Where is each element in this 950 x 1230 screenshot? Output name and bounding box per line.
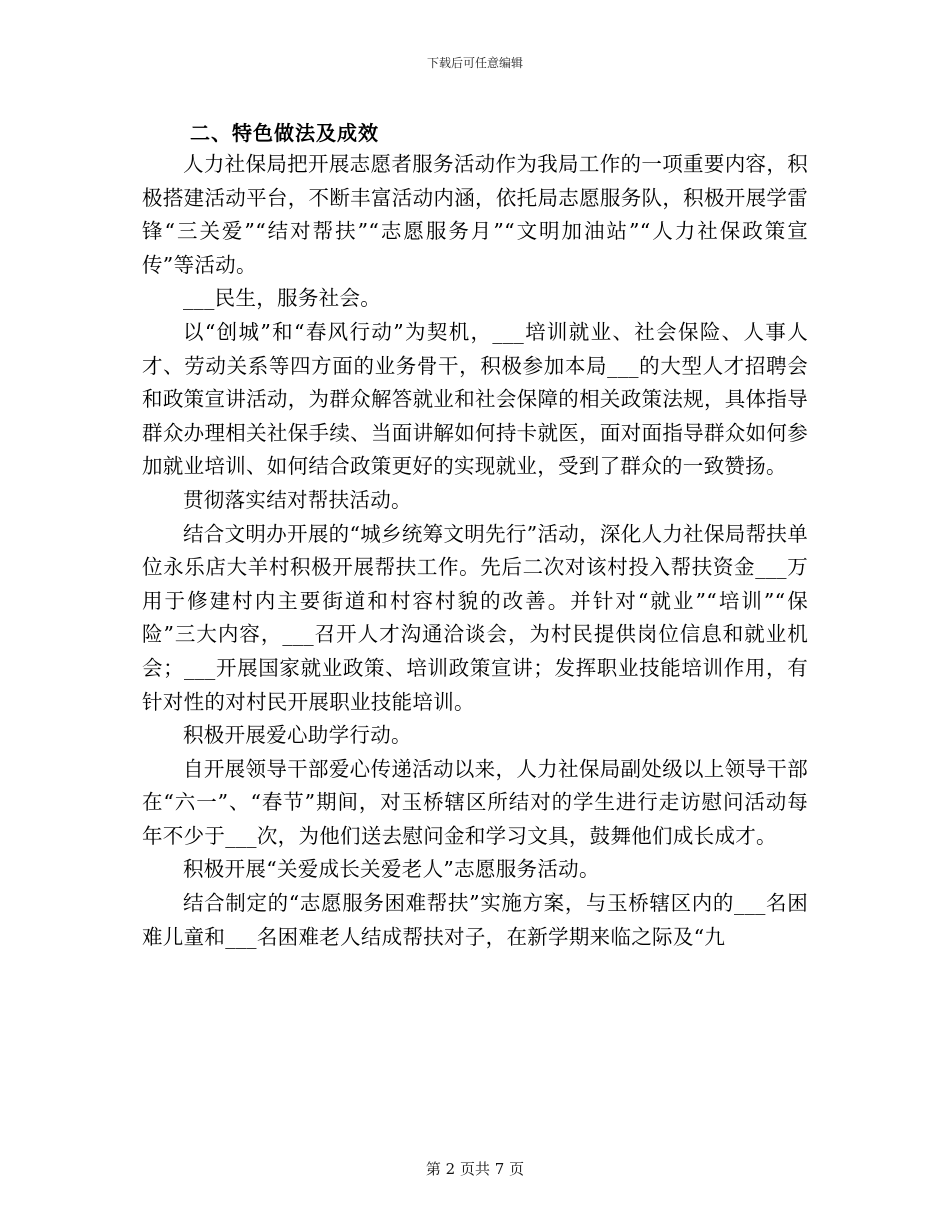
document-body — [142, 148, 808, 954]
paragraph: 积极开展爱心助学行动。 — [183, 723, 412, 748]
paragraph: 自开展领导干部爱心传递活动以来，人力社保局副处级以上领导干部在“六一”、“春节”期间，对玉桥辖区所结对的学生进行走访慰问活动每年不少于___次，为他们送去慰问金和学习文具，鼓舞他们成长成才。 — [142, 756, 808, 848]
paragraph: 贯彻落实结对帮扶活动。 — [183, 487, 412, 512]
page-number: 第 2 页共 7 页 — [425, 1160, 525, 1178]
paragraph: ___民生，服务社会。 — [183, 286, 382, 311]
paragraph: 人力社保局把开展志愿者服务活动作为我局工作的一项重要内容，积极搭建活动平台，不断丰富活动内涵，依托局志愿服务队，积极开展学雷锋“三关爱”“结对帮扶”“志愿服务月”“文明加油站”“人力社保政策宣传”等活动。 — [142, 152, 808, 277]
paragraph: 结合制定的“志愿服务困难帮扶”实施方案，与玉桥辖区内的___名困难儿童和___名困难老人结成帮扶对子，在新学期来临之际及“九 — [142, 891, 808, 949]
header-note: 下载后可任意编辑 — [426, 56, 523, 70]
section-heading: 二、特色做法及成效 — [190, 121, 379, 145]
paragraph: 结合文明办开展的“城乡统筹文明先行”活动，深化人力社保局帮扶单位永乐店大羊村积极开展帮扶工作。先后二次对该村投入帮扶资金___万用于修建村内主要街道和村容村貌的改善。并针对“就业”“培训”“保险”三大内容，___召开人才沟通洽谈会，为村民提供岗位信息和就业机会；___开展国家就业政策、培训政策宣讲；发挥职业技能培训作用，有针对性的对村民开展职业技能培训。 — [142, 521, 808, 714]
paragraph: 以“创城”和“春风行动”为契机，___培训就业、社会保险、人事人才、劳动关系等四方面的业务骨干，积极参加本局___的大型人才招聘会和政策宣讲活动，为群众解答就业和社会保障的相关政策法规，具体指导群众办理相关社保手续、当面讲解如何持卡就医，面对面指导群众如何参加就业培训、如何结合政策更好的实现就业，受到了群众的一致赞扬。 — [142, 319, 808, 479]
paragraph: 积极开展“关爱成长关爱老人”志愿服务活动。 — [183, 857, 600, 882]
